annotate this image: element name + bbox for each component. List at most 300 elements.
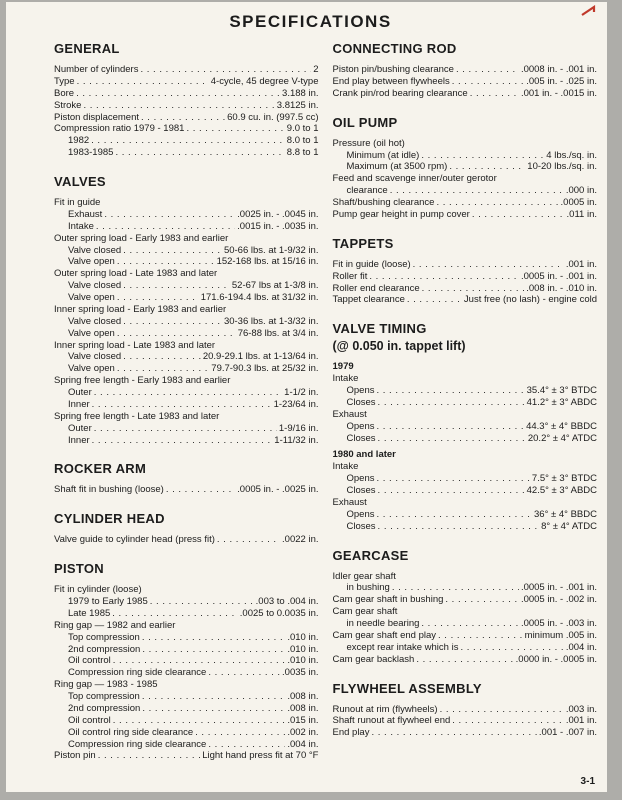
spec-group-label: Ring gap — 1983 - 1985: [54, 679, 158, 691]
spec-value: minimum .005 in.: [524, 629, 597, 641]
spec-value: 35.4° ± 3° BTDC: [526, 385, 597, 396]
spec-value: 7.5° ± 3° BTDC: [531, 473, 597, 485]
spec-line: [54, 691, 319, 703]
spec-group-label: Inner spring load - Late 1983 and later: [54, 339, 216, 351]
spec-label: Closes: [346, 520, 376, 532]
spec-label: Closes: [346, 485, 376, 496]
spec-line: [54, 363, 319, 375]
spec-label: 2nd compression: [68, 643, 141, 655]
dot-leader: [449, 161, 525, 173]
spec-label: Valve open: [68, 292, 115, 303]
dot-leader: [77, 76, 209, 88]
red-pen-mark-icon: [581, 4, 597, 22]
section-tappets: [333, 236, 598, 307]
spec-label: Runout at rim (flywheels): [332, 703, 438, 715]
spec-value: 2: [313, 64, 319, 75]
spec-value: 4 lbs./sq. in.: [546, 149, 597, 161]
spec-group-label: Intake: [332, 461, 359, 473]
spec-value: .0015 in. - .0035 in.: [237, 220, 319, 232]
spec-group-label: Fit in cylinder (loose): [54, 584, 142, 596]
spec-label: Oil control: [68, 714, 111, 726]
dot-leader: [123, 280, 230, 292]
spec-value: 44.3° ± 4° BBDC: [526, 420, 597, 432]
spec-line: [54, 596, 319, 608]
dot-leader: [98, 750, 200, 762]
spec-label: Opens: [346, 508, 375, 520]
dot-leader: [470, 88, 519, 100]
spec-line: [54, 256, 319, 268]
dot-leader: [436, 197, 558, 209]
section-gearcase: [333, 548, 598, 666]
spec-label: Piston pin: [54, 750, 96, 762]
dot-leader: [377, 385, 525, 397]
spec-label: Opens: [346, 420, 375, 432]
spec-line: [333, 594, 598, 606]
spec-value: 76-88 lbs. at 3/4 in.: [237, 327, 319, 339]
spec-line: [54, 739, 319, 751]
dot-leader: [142, 691, 286, 703]
spec-label: Compression ratio 1979 - 1981: [54, 123, 185, 135]
section-valves: [54, 174, 319, 446]
dot-leader: [378, 485, 525, 497]
spec-line: [54, 147, 319, 159]
spec-value: .010 in.: [287, 643, 319, 655]
spec-line: [333, 473, 598, 485]
spec-label: Compression ring side clearance: [68, 738, 207, 750]
spec-value: 4-cycle, 45 degree V-type: [210, 75, 319, 87]
spec-line: [333, 521, 598, 533]
spec-line: [333, 88, 598, 100]
spec-label: except rear intake which is: [346, 641, 459, 653]
spec-value: .0022 in.: [282, 534, 319, 546]
dot-leader: [378, 521, 540, 533]
spec-line: [54, 351, 319, 363]
spec-label: Closes: [346, 432, 376, 444]
spec-value: .003 to .004 in.: [255, 596, 319, 607]
spec-label: Shaft fit in bushing (loose): [54, 484, 164, 496]
spec-label: Number of cylinders: [54, 64, 139, 75]
spec-group-label: Exhaust: [332, 408, 367, 420]
spec-line: [333, 271, 598, 283]
spec-value: .0005 in. - .001 in.: [520, 582, 597, 594]
page-number: 3-1: [580, 776, 595, 787]
dot-leader: [117, 256, 215, 268]
dot-leader: [422, 283, 525, 295]
spec-value: 9.0 to 1: [286, 123, 319, 135]
spec-value: .0000 in. - .0005 in.: [515, 653, 597, 665]
spec-value: .005 in. - .025 in.: [526, 75, 597, 87]
spec-value: .001 - .007 in.: [538, 727, 597, 739]
spec-value: 171.6-194.4 lbs. at 31/32 in.: [200, 292, 319, 303]
spec-value: .0025 to 0.0035 in.: [239, 607, 319, 619]
dot-leader: [117, 363, 209, 375]
spec-label: Cam gear shaft end play: [332, 629, 437, 641]
spec-line: [333, 582, 598, 594]
dot-leader: [123, 316, 222, 328]
spec-line: [333, 283, 598, 295]
spec-line: [54, 435, 319, 447]
spec-value: .002 in.: [287, 726, 319, 738]
spec-label: Valve closed: [68, 280, 122, 292]
spec-label: Stroke: [54, 99, 82, 111]
spec-label: Piston displacement: [54, 111, 140, 123]
spec-value: 8.0 to 1: [286, 135, 319, 147]
dot-leader: [452, 76, 524, 88]
section-heading: GENERAL: [54, 41, 120, 56]
spec-label: Minimum (at idle): [346, 149, 420, 161]
spec-line: [333, 397, 598, 409]
dot-leader: [76, 88, 280, 100]
spec-label: Tappet clearance: [332, 294, 405, 306]
spec-value: .008 in.: [287, 702, 319, 714]
spec-line: [333, 485, 598, 497]
dot-leader: [141, 112, 225, 124]
dot-leader: [115, 147, 284, 159]
spec-line: [333, 630, 598, 642]
section-heading: VALVES: [54, 174, 106, 189]
dot-leader: [142, 703, 285, 715]
dot-leader: [208, 667, 280, 679]
spec-value: Light hand press fit at 70 °F: [202, 750, 319, 762]
column-right: [333, 36, 598, 762]
spec-line: [54, 221, 319, 233]
dot-leader: [472, 209, 565, 221]
spec-group-label: Inner spring load - Early 1983 and earlier: [54, 303, 227, 315]
spec-label: Type: [54, 75, 75, 87]
dot-leader: [416, 654, 513, 666]
spec-line: [54, 64, 319, 76]
spec-line: [333, 727, 598, 739]
dot-leader: [195, 727, 285, 739]
spec-label: Outer: [68, 387, 92, 398]
spec-line: [333, 294, 598, 306]
spec-group-label: Intake: [332, 373, 359, 385]
spec-line: [54, 100, 319, 112]
section-heading: CONNECTING ROD: [332, 41, 457, 56]
spec-line: [54, 387, 319, 399]
dot-leader: [421, 618, 519, 630]
dot-leader: [123, 245, 222, 257]
spec-value: .001 in. - .0015 in.: [520, 87, 597, 99]
spec-line: [54, 245, 319, 257]
dot-leader: [166, 484, 235, 496]
spec-line: [54, 644, 319, 656]
spec-label: 2nd compression: [68, 702, 141, 714]
dot-leader: [377, 509, 533, 521]
dot-leader: [456, 64, 519, 76]
spec-line: [333, 161, 598, 173]
spec-line: [54, 399, 319, 411]
spec-group-label: Outer spring load - Early 1983 and earlier: [54, 232, 229, 244]
spec-value: .0035 in.: [282, 667, 319, 679]
spec-label: Crank pin/rod bearing clearance: [332, 87, 468, 99]
spec-value: .0005 in.: [560, 197, 597, 208]
spec-label: Outer: [68, 422, 92, 434]
dot-leader: [104, 209, 235, 221]
section-connecting-rod: [333, 41, 598, 100]
spec-label: Oil control ring side clearance: [68, 726, 194, 738]
spec-line: [333, 197, 598, 209]
spec-group-label: Idler gear shaft: [332, 570, 396, 582]
spec-line: [333, 509, 598, 521]
spec-line: [333, 654, 598, 666]
dot-leader: [392, 582, 519, 594]
spec-value: .008 in. - .010 in.: [526, 282, 597, 294]
spec-value: Just free (no lash) - engine cold: [463, 294, 597, 306]
spec-label: Top compression: [68, 691, 140, 702]
section-heading: GEARCASE: [332, 547, 409, 563]
spec-value: 30-36 lbs. at 1-3/32 in.: [223, 315, 319, 327]
spec-label: in bushing: [346, 582, 390, 594]
spec-group-label: Cam gear shaft: [332, 606, 398, 618]
spec-line: [333, 618, 598, 630]
dot-leader: [452, 715, 564, 727]
spec-line: [54, 667, 319, 679]
spec-value: 152-168 lbs. at 15/16 in.: [216, 256, 319, 268]
spec-label: Exhaust: [68, 208, 103, 220]
spec-value: 79.7-90.3 lbs. at 25/32 in.: [211, 363, 319, 375]
spec-line: [333, 421, 598, 433]
dot-leader: [440, 704, 564, 716]
spec-line: [333, 385, 598, 397]
spec-line: [54, 608, 319, 620]
spec-label: Opens: [346, 473, 375, 485]
spec-value: 1-9/16 in.: [278, 422, 319, 434]
section-heading: OIL PUMP: [332, 114, 398, 130]
spec-value: .001 in.: [565, 258, 597, 270]
section-rocker-arm: [54, 461, 319, 496]
spec-label: Pump gear height in pump cover: [332, 208, 470, 220]
spec-line: [54, 112, 319, 124]
section-cylinder-head: [54, 511, 319, 546]
spec-group-label: 1980 and later: [332, 449, 396, 461]
dot-leader: [112, 608, 238, 620]
spec-value: 8.8 to 1: [286, 147, 319, 159]
spec-label: Piston pin/bushing clearance: [332, 64, 454, 75]
dot-leader: [113, 715, 286, 727]
spec-line: [54, 750, 319, 762]
spec-group-label: Ring gap — 1982 and earlier: [54, 619, 176, 631]
dot-leader: [438, 630, 523, 642]
dot-leader: [371, 727, 536, 739]
spec-line: [54, 316, 319, 328]
dot-leader: [94, 387, 282, 399]
spec-label: Shaft runout at flywheel end: [332, 715, 451, 727]
section-oil-pump: [333, 115, 598, 221]
spec-label: Valve closed: [68, 351, 122, 363]
spec-label: Top compression: [68, 631, 140, 643]
spec-line: [333, 64, 598, 76]
section-heading: FLYWHEEL ASSEMBLY: [332, 680, 482, 696]
dot-leader: [378, 433, 526, 445]
spec-line: [333, 433, 598, 445]
dot-leader: [117, 292, 199, 304]
section-valve-timing: [333, 321, 598, 532]
spec-line: [333, 642, 598, 654]
spec-value: 36° ± 4° BBDC: [534, 508, 597, 520]
spec-line: [54, 280, 319, 292]
spec-label: Opens: [346, 385, 375, 396]
spec-line: [54, 715, 319, 727]
dot-leader: [92, 399, 272, 411]
spec-label: Valve open: [68, 256, 115, 268]
dot-leader: [445, 594, 519, 606]
spec-value: .004 in.: [287, 738, 319, 750]
spec-value: 1-1/2 in.: [284, 387, 319, 398]
spec-label: 1979 to Early 1985: [68, 596, 148, 607]
section-subheading: (@ 0.050 in. tappet lift): [332, 339, 466, 354]
spec-label: Shaft/bushing clearance: [332, 197, 435, 208]
dot-leader: [208, 739, 285, 751]
spec-label: clearance: [346, 185, 388, 197]
spec-label: End play: [332, 727, 370, 739]
spec-value: 1-23/64 in.: [273, 398, 319, 410]
dot-leader: [113, 655, 286, 667]
spec-value: 41.2° ± 3° ABDC: [526, 396, 597, 408]
spec-line: [333, 150, 598, 162]
spec-value: .001 in.: [565, 715, 597, 727]
spec-label: Inner: [68, 434, 90, 446]
spec-value: 52-67 lbs at 1-3/8 in.: [231, 280, 319, 292]
spec-group-label: Spring free length - Late 1983 and later: [54, 410, 220, 422]
spec-value: .0005 in. - .002 in.: [520, 594, 597, 606]
spec-label: Cam gear shaft in bushing: [332, 594, 444, 606]
spec-value: 20.9-29.1 lbs. at 1-13/64 in.: [202, 351, 319, 363]
spec-line: [333, 715, 598, 727]
spec-label: Valve guide to cylinder head (press fit): [54, 534, 215, 546]
spec-label: Bore: [54, 87, 75, 99]
spec-line: [54, 123, 319, 135]
spec-label: 1983-1985: [68, 147, 114, 159]
spec-line: [333, 185, 598, 197]
dot-leader: [390, 185, 564, 197]
spec-group-label: Fit in guide: [54, 197, 101, 208]
spec-value: .008 in.: [287, 691, 319, 702]
dot-leader: [117, 328, 236, 340]
spec-line: [333, 704, 598, 716]
spec-value: .0025 in. - .0045 in.: [237, 208, 319, 220]
section-piston: [54, 561, 319, 762]
section-general: [54, 41, 319, 159]
dot-leader: [92, 435, 273, 447]
spec-value: .010 in.: [287, 631, 319, 643]
spec-label: in needle bearing: [346, 618, 420, 629]
spec-value: 42.5° ± 3° ABDC: [526, 485, 597, 496]
spec-value: .0005 in. - .001 in.: [520, 270, 597, 282]
spec-value: .015 in.: [287, 714, 319, 726]
spec-columns: [54, 36, 597, 762]
dot-leader: [377, 421, 525, 433]
spec-label: Roller fit: [332, 270, 368, 282]
manual-page: [6, 2, 607, 792]
spec-value: 3.188 in.: [282, 87, 319, 99]
dot-leader: [186, 123, 284, 135]
spec-label: End play between flywheels: [332, 75, 450, 87]
spec-value: .0005 in. - .0025 in.: [237, 484, 319, 496]
dot-leader: [123, 351, 201, 363]
spec-line: [54, 484, 319, 496]
spec-value: 20.2° ± 4° ATDC: [527, 432, 597, 444]
dot-leader: [413, 259, 564, 271]
spec-label: 1982: [68, 135, 90, 147]
spec-line: [54, 703, 319, 715]
spec-line: [54, 76, 319, 88]
spec-line: [54, 209, 319, 221]
spec-value: .0008 in. - .001 in.: [520, 64, 597, 75]
spec-value: 50-66 lbs. at 1-9/32 in.: [223, 244, 319, 256]
spec-value: 8° ± 4° ATDC: [541, 520, 597, 532]
spec-group-label: Feed and scavenge inner/outer gerotor: [332, 173, 497, 185]
spec-label: Oil control: [68, 655, 111, 667]
spec-line: [54, 655, 319, 667]
dot-leader: [83, 100, 274, 112]
dot-leader: [378, 397, 525, 409]
spec-value: 60.9 cu. in. (997.5 cc): [227, 111, 319, 123]
dot-leader: [96, 221, 235, 233]
spec-group-label: Pressure (oil hot): [332, 137, 405, 149]
spec-value: 10-20 lbs./sq. in.: [527, 161, 597, 173]
spec-line: [333, 76, 598, 88]
spec-value: 3.8125 in.: [276, 99, 319, 111]
spec-line: [54, 328, 319, 340]
spec-line: [54, 423, 319, 435]
spec-label: Cam gear backlash: [332, 653, 415, 665]
spec-label: Valve open: [68, 363, 115, 375]
spec-label: Late 1985: [68, 607, 111, 619]
section-heading: PISTON: [54, 561, 104, 577]
spec-group-label: Spring free length - Early 1983 and earlier: [54, 375, 231, 387]
spec-label: Intake: [68, 220, 94, 232]
dot-leader: [377, 473, 530, 485]
spec-line: [54, 88, 319, 100]
spec-line: [54, 632, 319, 644]
spec-line: [54, 727, 319, 739]
spec-value: .004 in.: [565, 641, 597, 653]
spec-group-label: Exhaust: [332, 496, 367, 508]
spec-label: Valve open: [68, 327, 115, 339]
dot-leader: [94, 423, 277, 435]
dot-leader: [460, 642, 563, 654]
spec-value: 1-11/32 in.: [274, 434, 319, 446]
dot-leader: [369, 271, 519, 283]
spec-value: .010 in.: [287, 655, 319, 667]
dot-leader: [142, 632, 286, 644]
spec-label: Closes: [346, 396, 376, 408]
spec-line: [333, 209, 598, 221]
page-title: SPECIFICATIONS: [229, 12, 392, 31]
spec-label: Compression ring side clearance: [68, 667, 207, 679]
section-heading: CYLINDER HEAD: [54, 511, 165, 527]
spec-value: .003 in.: [565, 703, 597, 715]
column-left: [54, 36, 319, 762]
dot-leader: [407, 294, 462, 306]
dot-leader: [421, 150, 544, 162]
dot-leader: [142, 644, 285, 656]
spec-label: Fit in guide (loose): [332, 258, 411, 270]
spec-value: .011 in.: [566, 208, 597, 220]
spec-line: [54, 135, 319, 147]
spec-value: .000 in.: [565, 185, 597, 197]
spec-line: [333, 259, 598, 271]
dot-leader: [150, 596, 254, 608]
spec-line: [54, 292, 319, 304]
spec-line: [54, 534, 319, 546]
dot-leader: [140, 64, 311, 76]
spec-label: Valve closed: [68, 244, 122, 256]
spec-label: Valve closed: [68, 315, 122, 327]
section-heading: TAPPETS: [332, 235, 394, 251]
spec-label: Roller end clearance: [332, 282, 420, 294]
